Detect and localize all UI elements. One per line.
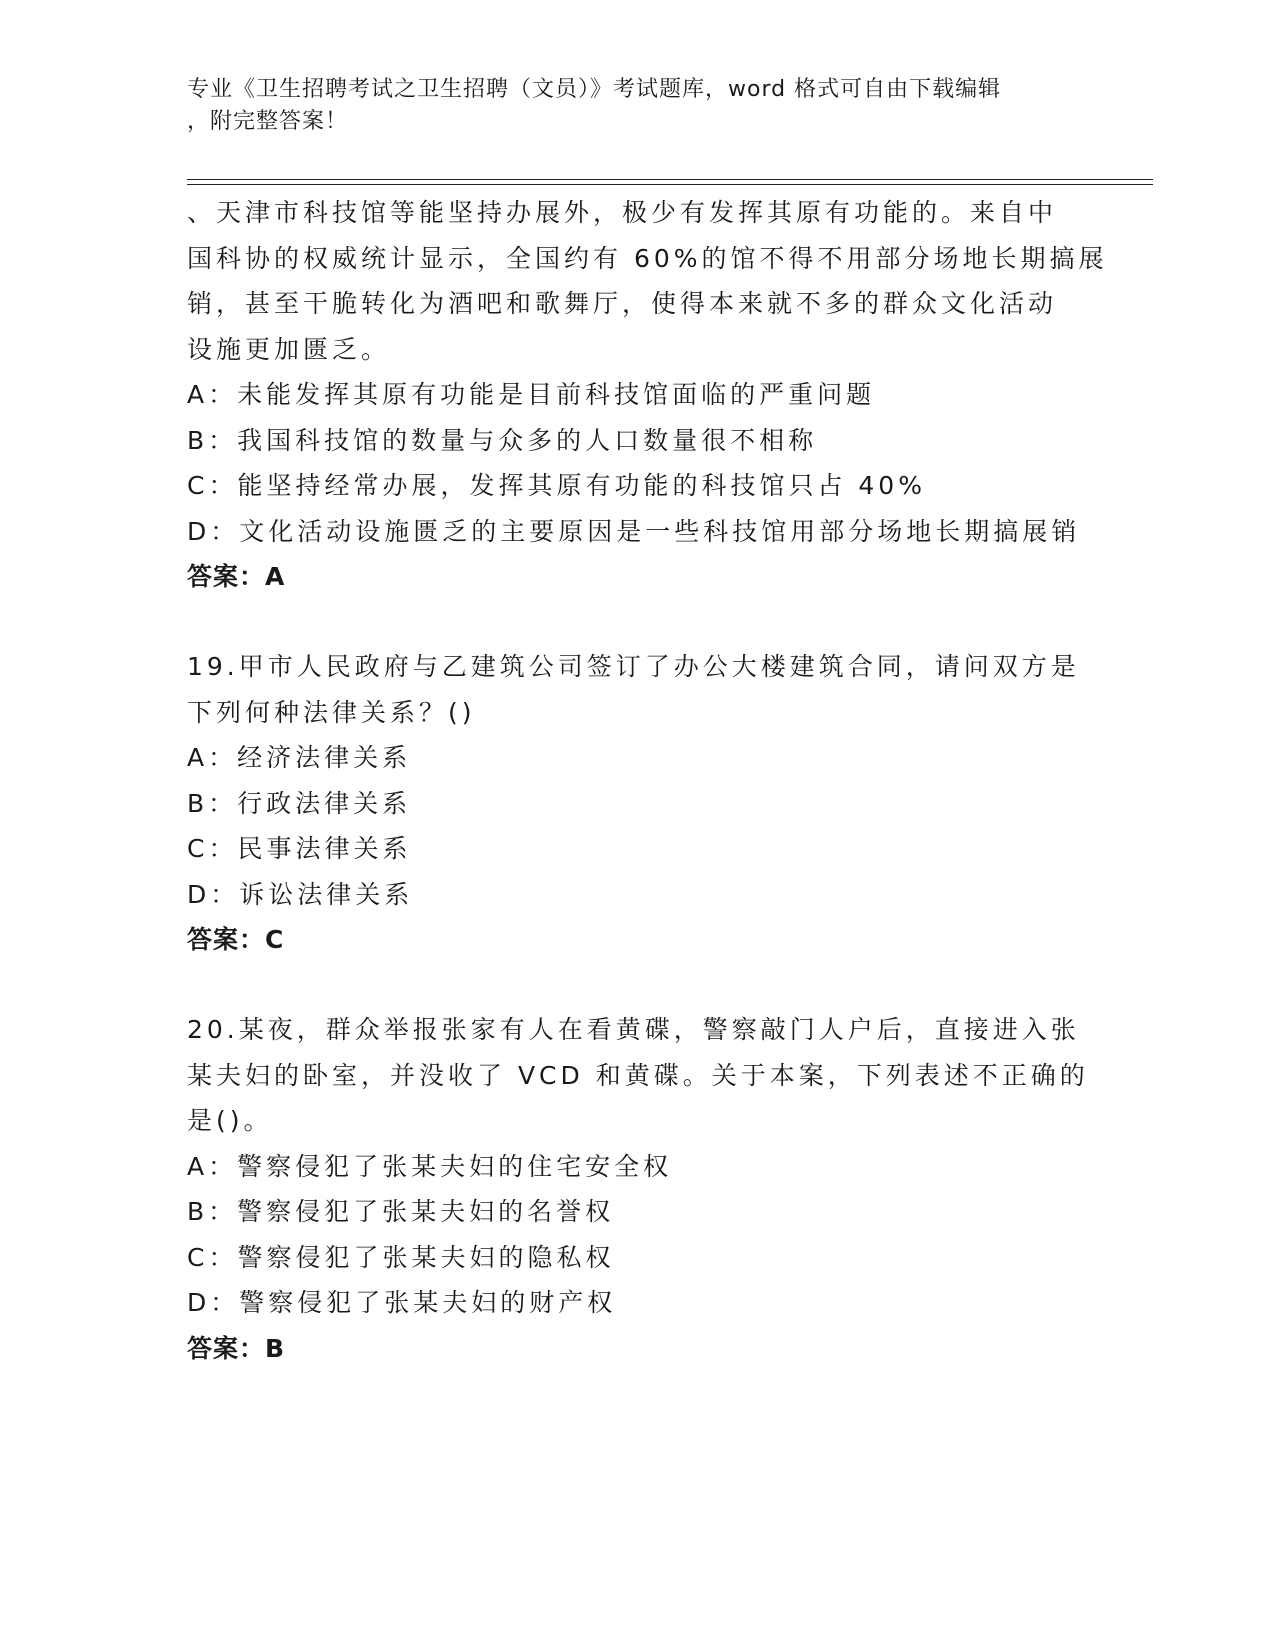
page-header [187, 74, 1067, 138]
header-text-line-1: 专业《卫生招聘考试之卫生招聘（文员）》考试题库，word 格式可自由下载编辑 [187, 77, 1002, 102]
question-19 [187, 644, 1087, 963]
header-divider-bottom [187, 184, 1153, 185]
question-stem-line: 销，甚至干脆转化为酒吧和歌舞厅，使得本来就不多的群众文化活动 [187, 289, 1058, 318]
option-b: B：行政法律关系 [187, 788, 412, 818]
question-stem-line: 、天津市科技馆等能坚持办展外，极少有发挥其原有功能的。来自中 [187, 198, 1058, 227]
option-c: C：警察侵犯了张某夫妇的隐私权 [187, 1242, 615, 1272]
option-b: B：我国科技馆的数量与众多的人口数量很不相称 [187, 425, 818, 455]
answer-line: 答案：A [187, 562, 286, 591]
option-c: C：民事法律关系 [187, 834, 412, 863]
question-stem-line: 19.甲市人民政府与乙建筑公司签订了办公大楼建筑合同，请问双方是 [187, 652, 1080, 681]
header-text-line-2: ，附完整答案！ [187, 109, 349, 134]
question-spacer [187, 963, 1087, 1007]
option-a: A：警察侵犯了张某夫妇的住宅安全权 [187, 1151, 673, 1181]
option-d: D：文化活动设施匮乏的主要原因是一些科技馆用部分场地长期搞展销 [187, 516, 1081, 546]
document-body [187, 190, 1108, 1372]
question-stem-line: 设施更加匮乏。 [187, 334, 391, 364]
option-c: C：能坚持经常办展，发挥其原有功能的科技馆只占 40% [187, 471, 926, 500]
question-stem-line: 是()。 [187, 1106, 273, 1135]
header-divider-top [187, 179, 1153, 180]
option-d: D：诉讼法律关系 [187, 879, 414, 909]
answer-line: 答案：C [187, 925, 285, 954]
question-spacer [187, 600, 1087, 644]
question-stem-line: 20.某夜，群众举报张家有人在看黄碟，警察敲门人户后，直接进入张 [187, 1015, 1080, 1044]
question-stem-line: 国科协的权威统计显示，全国约有 60%的馆不得不用部分场地长期搞展 [187, 243, 1108, 273]
question-20 [187, 1007, 1087, 1372]
option-a: A：经济法律关系 [187, 743, 412, 772]
answer-line: 答案：B [187, 1333, 286, 1363]
question-18 [187, 190, 1108, 600]
question-stem-line: 下列何种法律关系？() [187, 697, 476, 727]
question-stem-line: 某夫妇的卧室，并没收了 VCD 和黄碟。关于本案，下列表述不正确的 [187, 1060, 1089, 1090]
option-a: A：未能发挥其原有功能是目前科技馆面临的严重问题 [187, 380, 876, 409]
option-d: D：警察侵犯了张某夫妇的财产权 [187, 1288, 617, 1317]
option-b: B：警察侵犯了张某夫妇的名誉权 [187, 1197, 615, 1226]
